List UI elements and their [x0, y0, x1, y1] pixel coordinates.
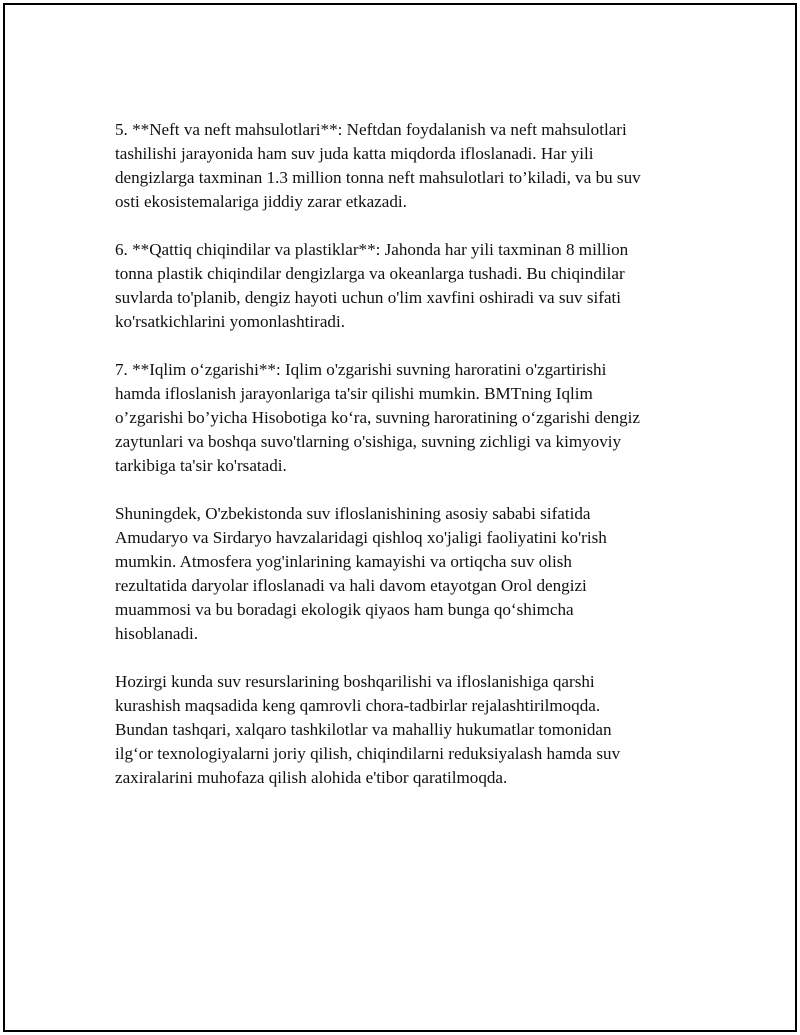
text-line: tarkibiga ta'sir ko'rsatadi. [115, 456, 287, 475]
text-line: osti ekosistemalariga jiddiy zarar etkazadi. [115, 192, 407, 211]
text-line: Hozirgi kunda suv resurslarining boshqarilishi va ifloslanishiga qarshi [115, 672, 595, 691]
text-line: 5. **Neft va neft mahsulotlari**: Neftdan foydalanish va neft mahsulotlari [115, 120, 627, 139]
text-line: ko'rsatkichlarini yomonlashtiradi. [115, 312, 345, 331]
document-body [115, 118, 695, 814]
paragraph-oil-products [115, 118, 695, 214]
text-line: 7. **Iqlim o‘zgarishi**: Iqlim o'zgarishi suvning haroratini o'zgartirishi [115, 360, 607, 379]
text-line: tashilishi jarayonida ham suv juda katta miqdorda ifloslanadi. Har yili [115, 144, 594, 163]
text-line: o’zgarishi bo’yicha Hisobotiga ko‘ra, suvning haroratining o‘zgarishi dengiz [115, 408, 641, 427]
text-line: muammosi va bu boradagi ekologik qiyaos ham bunga qo‘shimcha [115, 600, 574, 619]
text-line: rezultatida daryolar ifloslanadi va hali davom etayotgan Orol dengizi [115, 576, 587, 595]
text-line: mumkin. Atmosfera yog'inlarining kamayishi va ortiqcha suv olish [115, 552, 572, 571]
text-line: hisoblanadi. [115, 624, 199, 643]
text-line: Amudaryo va Sirdaryo havzalaridagi qishloq xo'jaligi faoliyatini ko'rish [115, 528, 607, 547]
text-line: 6. **Qattiq chiqindilar va plastiklar**: Jahonda har yili taxminan 8 million [115, 240, 629, 259]
text-line: zaxiralarini muhofaza qilish alohida e'tibor qaratilmoqda. [115, 768, 508, 787]
text-line: tonna plastik chiqindilar dengizlarga va okeanlarga tushadi. Bu chiqindilar [115, 264, 625, 283]
text-line: Bundan tashqari, xalqaro tashkilotlar va mahalliy hukumatlar tomonidan [115, 720, 612, 739]
text-line: kurashish maqsadida keng qamrovli chora-tadbirlar rejalashtirilmoqda. [115, 696, 601, 715]
text-line: dengizlarga taxminan 1.3 million tonna neft mahsulotlari to’kiladi, va bu suv [115, 168, 641, 187]
text-line: zaytunlari va boshqa suvo'tlarning o'sishiga, suvning zichligi va kimyoviy [115, 432, 622, 451]
paragraph-uzbekistan [115, 502, 695, 646]
text-line: ilg‘or texnologiyalarni joriy qilish, chiqindilarni reduksiyalash hamda suv [115, 744, 621, 763]
text-line: suvlarda to'planib, dengiz hayoti uchun o'lim xavfini oshiradi va suv sifati [115, 288, 622, 307]
text-line: Shuningdek, O'zbekistonda suv ifloslanishining asosiy sababi sifatida [115, 504, 591, 523]
paragraph-climate-change [115, 358, 695, 478]
paragraph-solid-waste-plastics [115, 238, 695, 334]
paragraph-current-measures [115, 670, 695, 790]
text-line: hamda ifloslanish jarayonlariga ta'sir qilishi mumkin. BMTning Iqlim [115, 384, 593, 403]
